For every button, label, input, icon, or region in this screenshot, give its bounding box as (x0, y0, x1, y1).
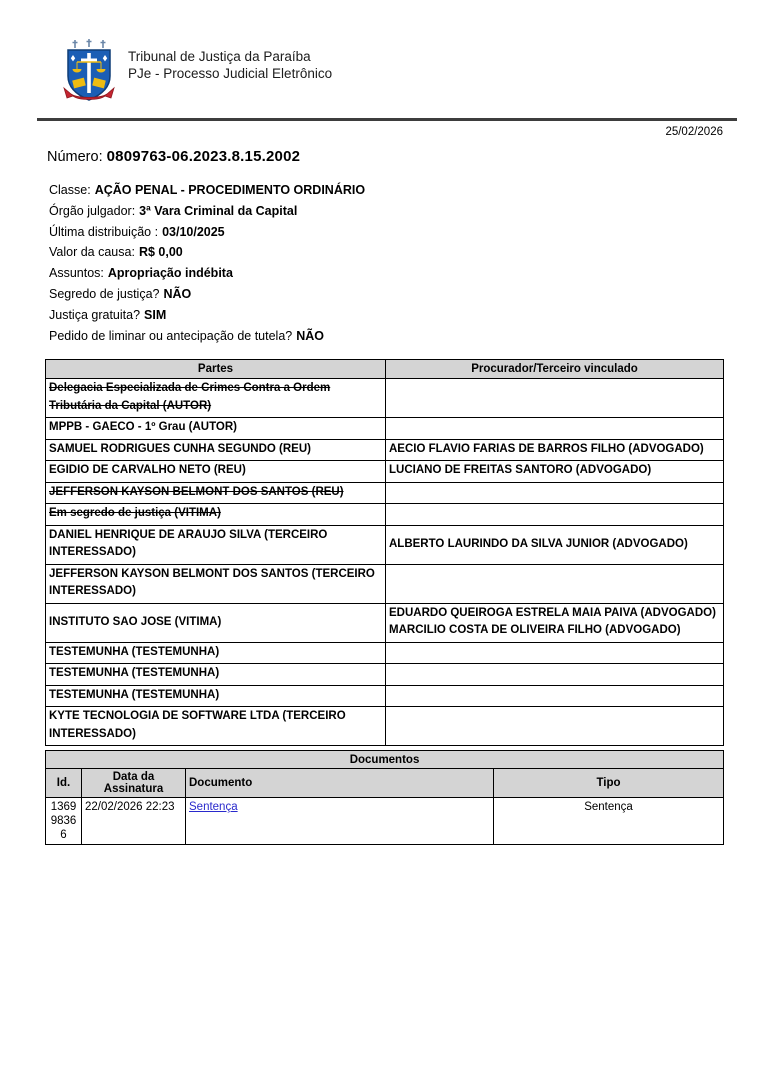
document-type: Sentença (494, 798, 724, 845)
representative-name: EDUARDO QUEIROGA ESTRELA MAIA PAIVA (ADVOGADO) (389, 606, 716, 619)
parties-column-header: Partes (46, 360, 386, 379)
parties-header-row (46, 360, 724, 379)
documents-title-row (46, 751, 724, 769)
case-field-value: SIM (144, 307, 167, 322)
document-id: 136998366 (46, 798, 82, 845)
case-field-label: Última distribuição : (49, 224, 159, 239)
case-field-value: Apropriação indébita (107, 266, 233, 281)
id-column-header: Id. (46, 769, 82, 798)
print-date: 25/02/2026 (665, 126, 723, 138)
header (0, 0, 768, 106)
party-name: TESTEMUNHA (TESTEMUNHA) (49, 688, 220, 701)
case-field (49, 305, 768, 326)
representative-name: ALBERTO LAURINDO DA SILVA JUNIOR (ADVOGADO) (389, 537, 688, 550)
party-representatives (386, 461, 724, 483)
documents-table-title: Documentos (46, 751, 724, 769)
party-representatives (386, 482, 724, 504)
representatives-column-header: Procurador/Terceiro vinculado (386, 360, 724, 379)
org-name: Tribunal de Justiça da Paraíba (128, 49, 311, 64)
party-representatives (386, 418, 724, 440)
party-representatives (386, 439, 724, 461)
party-row (46, 379, 724, 418)
party-row (46, 418, 724, 440)
document-link[interactable]: Sentença (189, 801, 238, 814)
party-name: KYTE TECNOLOGIA DE SOFTWARE LTDA (TERCEIRO INTERESSADO) (49, 710, 346, 740)
type-column-header: Tipo (494, 769, 724, 798)
parties-table (45, 359, 724, 746)
case-field-label: Justiça gratuita? (49, 307, 141, 322)
party-representatives (386, 603, 724, 642)
party-name: MPPB - GAECO - 1º Grau (AUTOR) (49, 421, 237, 434)
header-divider (37, 118, 737, 121)
system-name: PJe - Processo Judicial Eletrônico (128, 66, 333, 81)
representative-name: LUCIANO DE FREITAS SANTORO (ADVOGADO) (389, 464, 652, 477)
case-details (49, 180, 768, 346)
org-title-block (128, 48, 332, 82)
case-field-label: Classe: (49, 183, 91, 197)
documents-header-row (46, 769, 724, 798)
party-name: JEFFERSON KAYSON BELMONT DOS SANTOS (TERCEIRO INTERESSADO) (49, 567, 375, 598)
party-name: DANIEL HENRIQUE DE ARAUJO SILVA (TERCEIRO INTERESSADO) (49, 528, 328, 559)
case-field (49, 284, 768, 305)
case-number-label: Número: (47, 149, 103, 165)
case-field (49, 222, 768, 243)
party-row (46, 603, 724, 642)
signature-date-column-header: Data da Assinatura (82, 769, 186, 798)
case-field (49, 180, 768, 201)
party-name: EGIDIO DE CARVALHO NETO (REU) (49, 464, 246, 477)
case-field (49, 326, 768, 347)
party-row (46, 642, 724, 664)
representative-name: AECIO FLAVIO FARIAS DE BARROS FILHO (ADVOGADO) (389, 442, 704, 455)
case-number-value: 0809763-06.2023.8.15.2002 (106, 148, 301, 165)
case-number-line (47, 148, 768, 165)
tjpb-coat-of-arms-icon (58, 38, 120, 106)
case-field-value: AÇÃO PENAL - PROCEDIMENTO ORDINÁRIO (94, 183, 366, 197)
party-row (46, 707, 724, 746)
party-name: INSTITUTO SAO JOSE (VITIMA) (49, 615, 222, 628)
party-row (46, 482, 724, 504)
party-name: TESTEMUNHA (TESTEMUNHA) (49, 645, 220, 658)
party-row (46, 461, 724, 483)
document-row (46, 798, 724, 845)
party-name: TESTEMUNHA (TESTEMUNHA) (49, 667, 220, 680)
party-row (46, 525, 724, 564)
case-field-value: 03/10/2025 (162, 224, 225, 239)
case-field-label: Pedido de liminar ou antecipação de tutela? (49, 328, 293, 343)
party-representatives (386, 707, 724, 746)
party-representatives (386, 525, 724, 564)
case-field-label: Segredo de justiça? (49, 286, 160, 301)
case-field (49, 263, 768, 284)
party-name: Delegacia Especializada de Crimes Contra a Ordem Tributária da Capital (AUTOR) (49, 382, 331, 412)
case-field-value: 3ª Vara Criminal da Capital (139, 203, 298, 218)
party-row (46, 564, 724, 603)
party-representatives (386, 564, 724, 603)
party-row (46, 685, 724, 707)
case-field-label: Valor da causa: (49, 245, 135, 260)
case-field (49, 201, 768, 222)
case-field (49, 242, 768, 263)
case-field-value: NÃO (296, 328, 325, 343)
party-name: Em segredo de justiça (VITIMA) (49, 507, 221, 520)
case-field-label: Órgão julgador: (49, 203, 136, 218)
case-field-value: NÃO (163, 286, 192, 301)
party-representatives (386, 685, 724, 707)
party-name: SAMUEL RODRIGUES CUNHA SEGUNDO (REU) (49, 442, 311, 455)
party-row (46, 439, 724, 461)
party-name: JEFFERSON KAYSON BELMONT DOS SANTOS (REU) (49, 485, 344, 498)
representative-name: MARCILIO COSTA DE OLIVEIRA FILHO (ADVOGADO) (389, 624, 681, 637)
party-representatives (386, 642, 724, 664)
document-column-header: Documento (186, 769, 494, 798)
case-field-value: R$ 0,00 (138, 245, 183, 260)
party-row (46, 664, 724, 686)
documents-table (45, 750, 724, 845)
party-row (46, 504, 724, 526)
party-representatives (386, 379, 724, 418)
document-signature-date: 22/02/2026 22:23 (82, 798, 186, 845)
case-field-label: Assuntos: (49, 266, 104, 281)
party-representatives (386, 504, 724, 526)
party-representatives (386, 664, 724, 686)
